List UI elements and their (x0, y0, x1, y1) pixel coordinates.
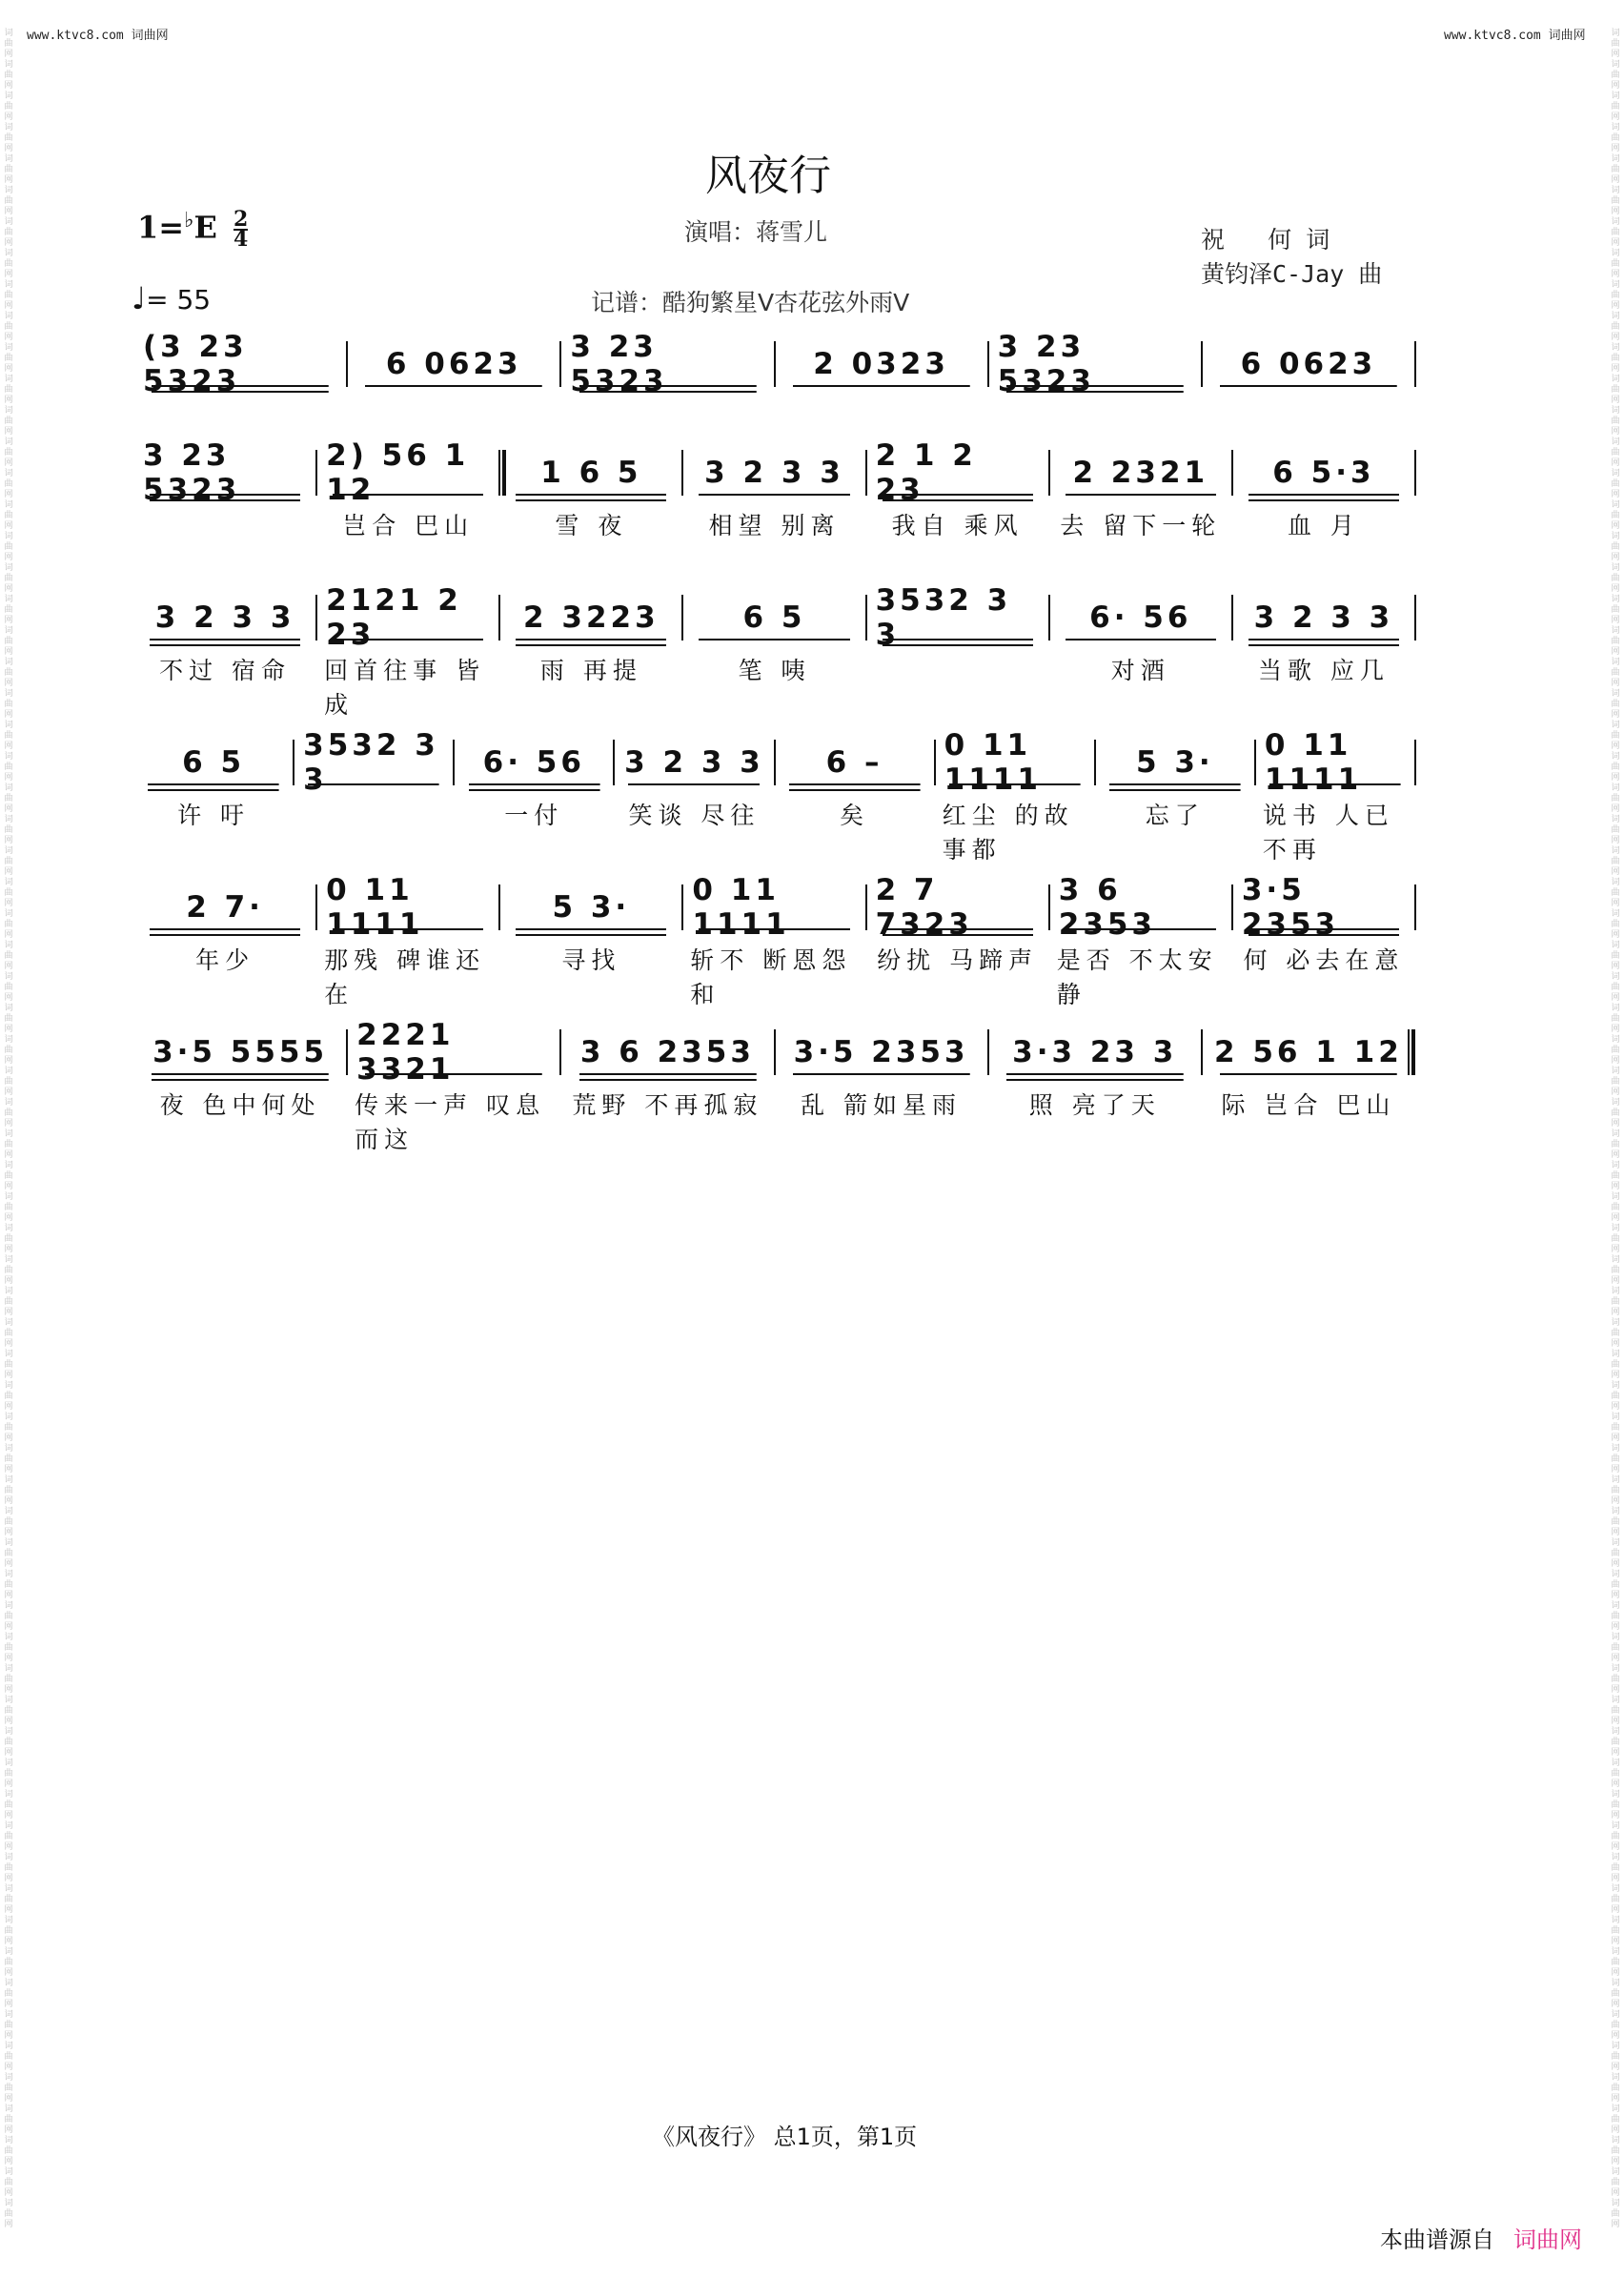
lyric-segment: 何 必去在意 (1243, 946, 1405, 974)
measure: 5 3· (1099, 734, 1251, 791)
measure: 2 56 1 12 (1206, 1024, 1411, 1081)
measure: 3 2 3 3 (137, 589, 313, 646)
lyric-segment: 当歌 应几 (1257, 657, 1390, 684)
lyric-segment: 雪 夜 (555, 512, 628, 539)
bar-line (865, 595, 867, 640)
measure: 2 2321 (1053, 444, 1228, 501)
score-system (133, 438, 1415, 559)
lyric-segment: 纷扰 马蹄声 (877, 946, 1039, 974)
measure: 6 – (779, 734, 931, 791)
lyric-segment (1206, 398, 1411, 431)
composer: 黄钧泽C-Jay 曲 (1201, 260, 1383, 288)
lyric-segment: 传来一声 叹息而这 (355, 1091, 546, 1153)
lyric-segment: 际 岂合 巴山 (1221, 1091, 1396, 1119)
bar-line (865, 450, 867, 496)
lyric-segment: 说书 人已不再 (1262, 802, 1394, 864)
lyric-segment: 笔 咦 (738, 657, 811, 684)
bar-line (987, 1029, 989, 1075)
measure: 6 0623 (351, 335, 557, 393)
bar-line (346, 1029, 348, 1075)
page-info: 《风夜行》 总1页，第1页 (652, 2124, 918, 2150)
lyric-segment: 回首往事 皆成 (324, 657, 486, 719)
lyric-segment (564, 398, 770, 431)
bar-line (315, 450, 317, 496)
measure: 3 23 5323 (564, 335, 770, 393)
measure: 2121 2 23 (320, 589, 496, 646)
bar-line (1201, 341, 1203, 387)
bar-line (559, 341, 561, 387)
measure: 6 5 (686, 589, 862, 646)
site-url-right: www.ktvc8.com 词曲网 (1444, 29, 1586, 43)
measure: 3 23 5323 (992, 335, 1198, 393)
bar-line (1201, 1029, 1203, 1075)
measure: 0 11 1111 (686, 879, 862, 936)
tempo (132, 280, 211, 316)
song-title: 风夜行 (705, 152, 831, 200)
measure: 2) 56 1 12 (320, 444, 496, 501)
bar-line (681, 595, 683, 640)
measure: 3·5 2353 (1236, 879, 1411, 936)
lyric-segment (351, 398, 557, 431)
watermark-right: 词曲网词曲网词曲网词曲网词曲网词曲网词曲网词曲网词曲网词曲网词曲网词曲网词曲网词曲网词曲网词曲网词曲网词曲网词曲网词曲网词曲网词曲网词曲网词曲网词曲网词曲网词曲网词曲网词曲网词曲网词曲网词曲网词曲网词曲网词曲网词曲网词曲网词曲网词曲网词曲网词曲网词曲网词曲网词曲网词曲网词曲网词曲网词曲网词曲网词曲网词曲网词曲网词曲网词曲网词曲网词曲网词曲网词曲网词曲网词曲网词曲网词曲网词曲网词曲网词曲网词曲网词曲网词曲网词曲网词曲网 (1611, 29, 1620, 2229)
measure: 3532 3 3 (297, 734, 450, 791)
watermark-left: 词曲网词曲网词曲网词曲网词曲网词曲网词曲网词曲网词曲网词曲网词曲网词曲网词曲网词曲网词曲网词曲网词曲网词曲网词曲网词曲网词曲网词曲网词曲网词曲网词曲网词曲网词曲网词曲网词曲网词曲网词曲网词曲网词曲网词曲网词曲网词曲网词曲网词曲网词曲网词曲网词曲网词曲网词曲网词曲网词曲网词曲网词曲网词曲网词曲网词曲网词曲网词曲网词曲网词曲网词曲网词曲网词曲网词曲网词曲网词曲网词曲网词曲网词曲网词曲网词曲网词曲网词曲网词曲网词曲网词曲网 (4, 29, 13, 2229)
measure: 6· 56 (457, 734, 610, 791)
measure: 3 2 3 3 (1236, 589, 1411, 646)
score-system (133, 728, 1415, 864)
lyric-segment (137, 398, 343, 431)
bar-line (1231, 884, 1233, 930)
bar-line (293, 740, 294, 785)
measure: 2 0323 (779, 335, 985, 393)
lyric-segment: 血 月 (1287, 512, 1360, 539)
lyric-segment: 岂合 巴山 (342, 512, 475, 539)
bar-line (774, 341, 776, 387)
measure: 2 7 7323 (870, 879, 1045, 936)
measure: 3 6 2353 (1053, 879, 1228, 936)
tempo-note-icon: ♩ (132, 280, 147, 316)
lyric-segment: 乱 箭如星雨 (801, 1091, 963, 1119)
lyric-segment: 去 留下一轮 (1060, 512, 1222, 539)
lyric-segment (297, 797, 450, 829)
bar-line (1048, 884, 1050, 930)
tempo-value: = 55 (146, 284, 212, 315)
bar-line (1414, 740, 1416, 785)
lyric-segment (137, 507, 313, 539)
measure: 5 3· (503, 879, 679, 936)
measure: 0 11 1111 (939, 734, 1091, 791)
lyric-segment: 相望 别离 (708, 512, 841, 539)
bar-line (987, 341, 989, 387)
bar-line (1414, 450, 1416, 496)
bar-line (1414, 884, 1416, 930)
measure: 3532 3 3 (870, 589, 1045, 646)
bar-line (1414, 595, 1416, 640)
measure: 3 2 3 3 (618, 734, 770, 791)
measure: (3 23 5323 (137, 335, 343, 393)
lyric-segment: 一付 (504, 802, 564, 829)
lyric-segment (779, 398, 985, 431)
score-system (133, 873, 1415, 1008)
lyric-segment: 是否 不太安静 (1056, 946, 1218, 1008)
measure: 3·5 5555 (137, 1024, 343, 1081)
measure: 3·3 23 3 (992, 1024, 1198, 1081)
lyric-segment: 红尘 的故事都 (942, 802, 1074, 864)
bar-line (681, 450, 683, 496)
measure: 1 6 5 (503, 444, 679, 501)
measure: 3 2 3 3 (686, 444, 862, 501)
bar-line (681, 884, 683, 930)
bar-line (1231, 595, 1233, 640)
lyric-segment (992, 398, 1198, 431)
lyric-segment: 雨 再提 (539, 657, 642, 684)
bar-line (498, 884, 500, 930)
measure: 2221 3321 (351, 1024, 557, 1081)
lyric-segment: 那残 碑谁还在 (324, 946, 486, 1008)
bar-line (934, 740, 936, 785)
source-label: 本曲谱源自 (1380, 2226, 1494, 2253)
bar-line (1048, 595, 1050, 640)
bar-line (865, 884, 867, 930)
time-top: 2 (233, 207, 249, 233)
lyric-segment: 许 吁 (177, 802, 251, 829)
lyric-segment: 斩不 断恩怨和 (690, 946, 852, 1008)
measure: 2 1 2 23 (870, 444, 1045, 501)
lyric-segment: 忘了 (1145, 802, 1205, 829)
measure: 3 6 2353 (564, 1024, 770, 1081)
measure: 2 3223 (503, 589, 679, 646)
lyric-segment: 不过 宿命 (159, 657, 292, 684)
bar-line (1231, 450, 1233, 496)
measure: 3·5 2353 (779, 1024, 985, 1081)
key-signature (137, 207, 249, 253)
bar-line (315, 595, 317, 640)
bar-line (498, 595, 500, 640)
bar-line (559, 1029, 561, 1075)
measure: 6· 56 (1053, 589, 1228, 646)
bar-line (774, 1029, 776, 1075)
measure: 0 11 1111 (320, 879, 496, 936)
bar-line (315, 884, 317, 930)
lyric-segment: 照 亮了天 (1028, 1091, 1161, 1119)
bar-line (1414, 341, 1416, 387)
bar-line (1094, 740, 1096, 785)
bar-line (613, 740, 615, 785)
measure: 6 5 (137, 734, 290, 791)
lyric-segment: 我自 乘风 (891, 512, 1024, 539)
lyricist: 祝 何 词 (1201, 226, 1330, 254)
measure: 3 23 5323 (137, 444, 313, 501)
time-bottom: 4 (233, 227, 249, 253)
measure: 2 7· (137, 879, 313, 936)
key-prefix: 1= (137, 209, 185, 246)
score-system (133, 330, 1415, 450)
lyric-segment: 笑谈 尽往 (628, 802, 761, 829)
lyric-segment: 年少 (195, 946, 255, 974)
bar-line (1254, 740, 1256, 785)
lyric-segment (870, 652, 1045, 684)
measure: 6 0623 (1206, 335, 1411, 393)
site-url-left: www.ktvc8.com 词曲网 (27, 29, 169, 43)
key-note: E (193, 209, 217, 246)
transcriber: 记谱：酷狗繁星V杏花弦外雨V (591, 289, 910, 316)
lyric-segment: 寻找 (561, 946, 621, 974)
lyric-segment: 矣 (840, 802, 870, 829)
score-system (133, 1018, 1415, 1153)
measure: 6 5·3 (1236, 444, 1411, 501)
score-system (133, 583, 1415, 719)
flat-sign: ♭ (184, 208, 194, 233)
bar-line (346, 341, 348, 387)
singer: 演唱：蒋雪儿 (684, 218, 828, 246)
bar-line (1408, 1029, 1415, 1075)
source-brand[interactable]: 词曲网 (1513, 2226, 1582, 2253)
bar-line (774, 740, 776, 785)
time-signature (233, 207, 249, 253)
lyric-segment: 荒野 不再孤寂 (572, 1091, 763, 1119)
bar-line (453, 740, 455, 785)
lyric-segment: 对酒 (1110, 657, 1170, 684)
measure: 0 11 1111 (1259, 734, 1411, 791)
bar-line (1048, 450, 1050, 496)
lyric-segment: 夜 色中何处 (159, 1091, 321, 1119)
